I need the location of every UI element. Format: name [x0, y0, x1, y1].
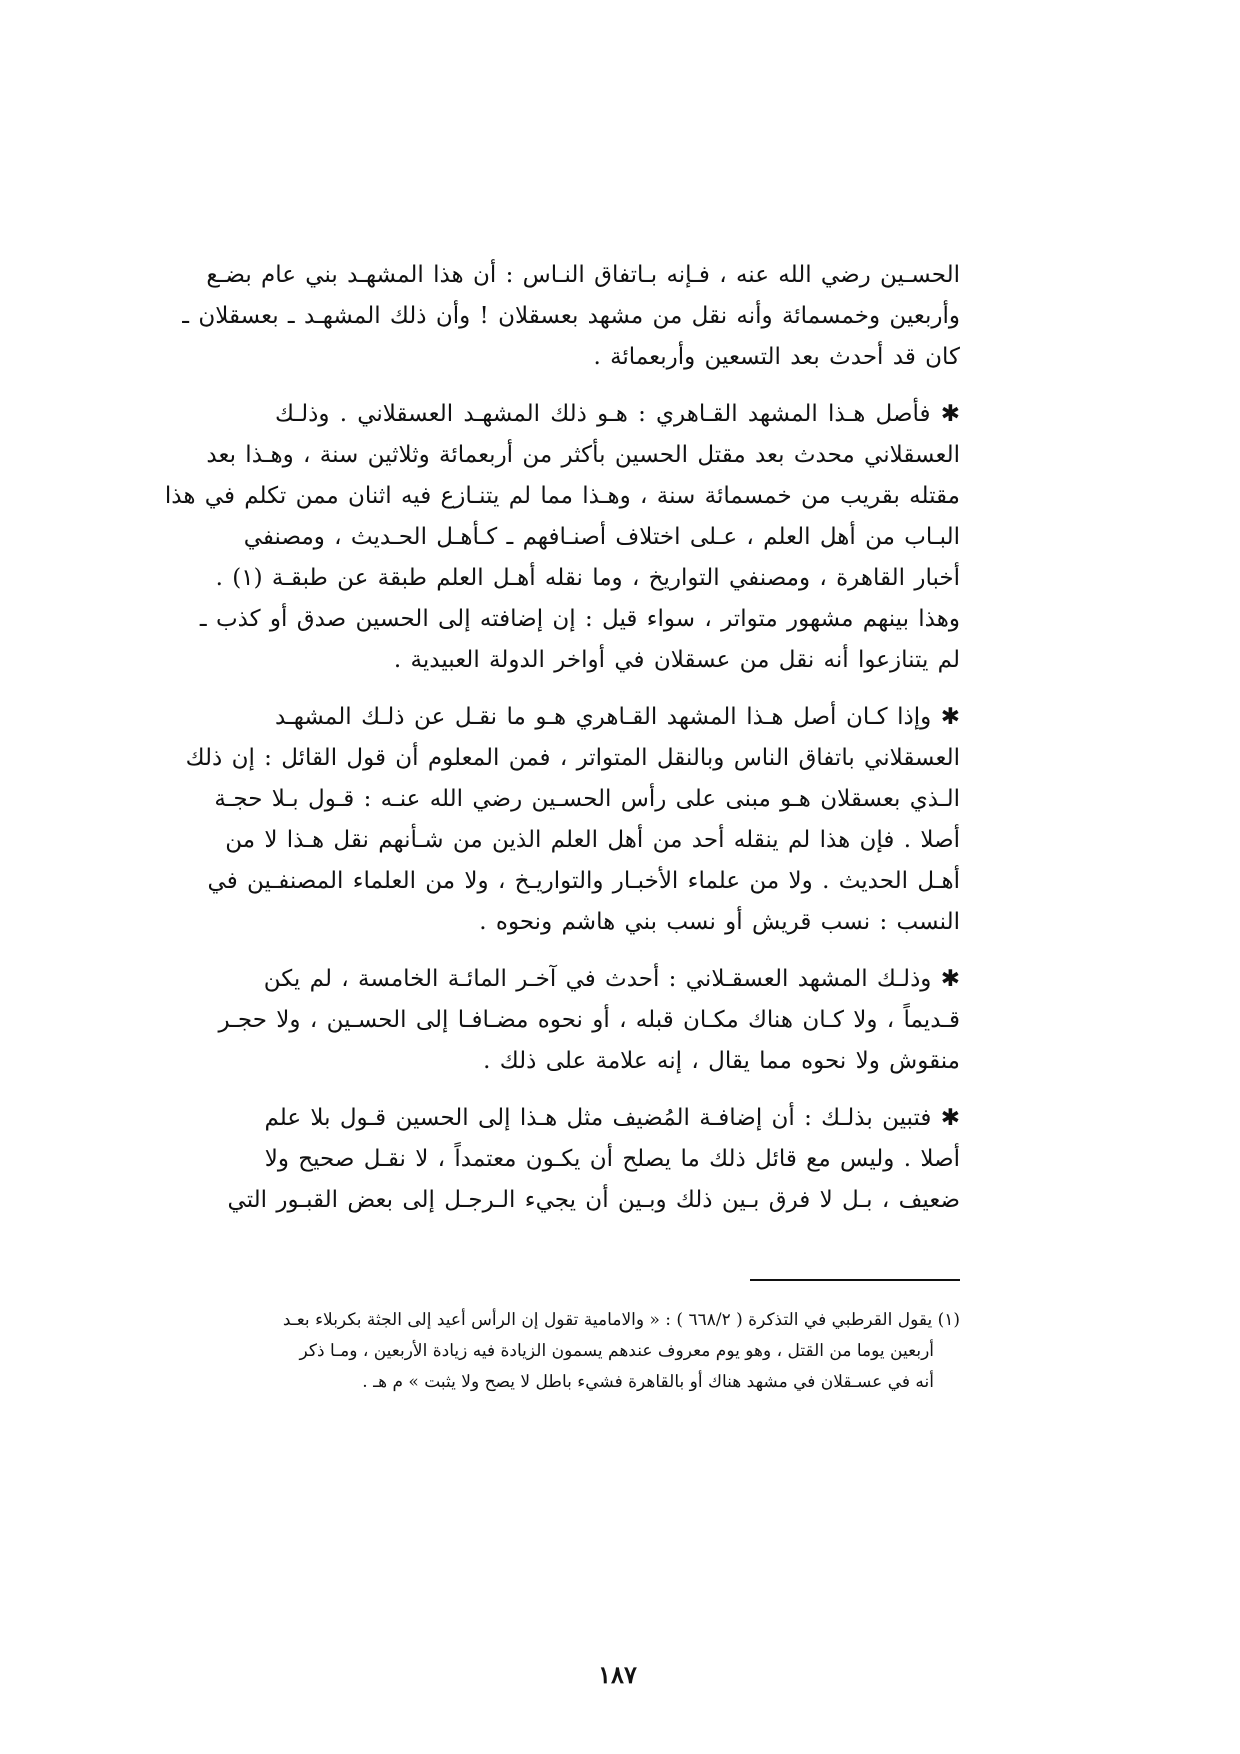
paragraph-1	[182, 255, 960, 378]
text-line: وهذا بينهم مشهور متواتر ، سواء قيل : إن إضافته إلى الحسين صدق أو كذب ـ	[199, 606, 960, 632]
text-line: الـذي بعسقلان هـو مبنى على رأس الحسـين رضي الله عنـه : قـول بـلا حجـة	[214, 786, 960, 812]
text-line: قـديماً ، ولا كـان هناك مكـان قبله ، أو نحوه مضـافـا إلى الحسـين ، ولا حجـر	[218, 1007, 960, 1033]
text-line: وأربعين وخمسمائة وأنه نقل من مشهد بعسقلان ! وأن ذلك المشهـد ـ بعسقلان ـ	[182, 303, 960, 329]
text-line: الحسـين رضي الله عنه ، فـإنه بـاتفاق النـاس : أن هذا المشهـد بني عام بضـع	[206, 262, 960, 288]
text-line: أصلا . فإن هذا لم ينقله أحد من أهل العلم الذين من شـأنهم نقل هـذا لا من	[225, 827, 960, 853]
text-line: ✱ وإذا كـان أصل هـذا المشهد القـاهري هـو ما نقـل عن ذلـك المشهـد	[275, 704, 960, 730]
text-line: منقوش ولا نحوه مما يقال ، إنه علامة على ذلك .	[483, 1048, 960, 1074]
footnote-line: (١) يقول القرطبي في التذكرة ( ٦٦٨/٢ ) : « والامامية تقول إن الرأس أعيد إلى الجثة بكربلاء بعـد	[282, 1310, 960, 1330]
text-line: أخبار القاهرة ، ومصنفي التواريخ ، وما نقله أهـل العلم طبقة عن طبقـة (١) .	[215, 565, 960, 591]
text-line: ✱ فأصل هـذا المشهد القـاهري : هـو ذلك المشهـد العسقلاني . وذلـك	[275, 401, 960, 427]
text-line: العسقلاني محدث بعد مقتل الحسين بأكثر من أربعمائة وثلاثين سنة ، وهـذا بعد	[206, 442, 960, 468]
footnote-line: أربعين يوما من القتل ، وهو يوم معروف عندهم يسمون الزيادة فيه زيادة الأربعين ، ومـا ذكر	[299, 1341, 934, 1361]
text-line: مقتله بقريب من خمسمائة سنة ، وهـذا مما لم يتنـازع فيه اثنان ممن تكلم في هذا	[164, 483, 960, 509]
footnote-line: أنه في عسـقلان في مشهد هناك أو بالقاهرة فشيء باطل لا يصح ولا يثبت » م هـ .	[362, 1372, 934, 1392]
page-number: ١٨٧	[598, 1660, 637, 1689]
text-line: أهـل الحديث . ولا من علماء الأخبـار والتواريـخ ، ولا من العلماء المصنفـين في	[207, 868, 960, 894]
footnote-separator	[750, 1279, 960, 1281]
paragraph-4	[218, 959, 960, 1082]
paragraph-3	[185, 697, 960, 943]
text-line: العسقلاني باتفاق الناس وبالنقل المتواتر ، فمن المعلوم أن قول القائل : إن ذلك	[185, 745, 960, 771]
text-line: النسب : نسب قريش أو نسب بني هاشم ونحوه .	[479, 909, 960, 935]
text-line: لم يتنازعوا أنه نقل من عسقلان في أواخر الدولة العبيدية .	[393, 647, 960, 673]
book-page	[164, 255, 960, 1689]
text-line: كان قد أحدث بعد التسعين وأربعمائة .	[593, 344, 960, 370]
paragraph-2	[164, 394, 960, 681]
text-line: ✱ فتبين بذلـك : أن إضافـة المُضيف مثل هـذا إلى الحسين قـول بلا علم	[264, 1105, 960, 1131]
text-line: أصلا . وليس مع قائل ذلك ما يصلح أن يكـون معتمداً ، لا نقـل صحيح ولا	[264, 1146, 960, 1172]
footnote	[275, 1305, 960, 1398]
paragraph-5	[227, 1098, 960, 1221]
text-line: ضعيف ، بـل لا فرق بـين ذلك وبـين أن يجيء الـرجـل إلى بعض القبـور التي	[227, 1187, 960, 1213]
text-line: ✱ وذلـك المشهد العسقـلاني : أحدث في آخـر المائـة الخامسة ، لم يكن	[263, 966, 960, 992]
text-line: البـاب من أهل العلم ، عـلى اختلاف أصنـافهم ـ كـأهـل الحـديث ، ومصنفي	[243, 524, 960, 550]
